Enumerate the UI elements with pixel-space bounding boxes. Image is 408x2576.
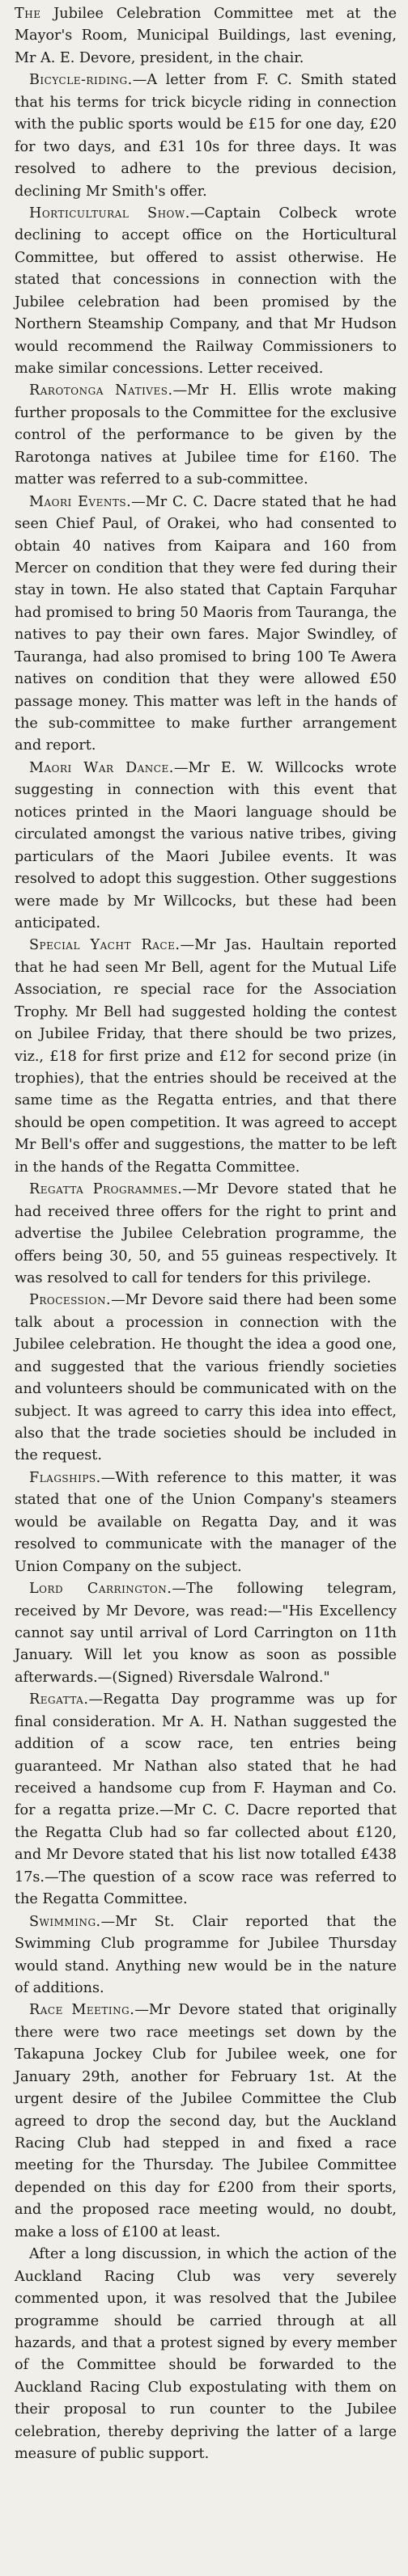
section-text: —Mr St. Clair reported that the Swimming Club programme for Jubilee Thursday would stand. Anything new would be in the nature of additions. bbox=[15, 1913, 397, 1996]
section-maori-events bbox=[15, 492, 397, 758]
section-horticultural-show bbox=[15, 203, 397, 381]
section-text: —Mr Devore stated that originally there were two race meetings set down by the Takapuna Jockey Club for Jubilee week, one for January 29th, another for February 1st. At the urgent desire of the Jubilee Committee the Club agreed to drop the second day, but the Auckland Racing Club had stepped in and fixed a race meeting for the Thursday. The Jubilee Committee depended on this day for £200 from their sports, and the proposed race meeting would, no doubt, make a loss of £100 at least. bbox=[15, 2002, 397, 2240]
section-heading: Maori War Dance. bbox=[29, 759, 174, 776]
section-rarotonga-natives bbox=[15, 380, 397, 491]
intro-paragraph bbox=[15, 3, 397, 70]
section-text: —Mr Jas. Haultain reported that he had seen Mr Bell, agent for the Mutual Life Association, re special race for the Association Trophy. Mr Bell had suggested holding the contest on Jubilee Friday, that there should be two prizes, viz., £18 for first prize and £12 for second prize (in trophies), that the entries should be received at the same time as the Regatta entries, and that there should be open competition. It was agreed to accept Mr Bell's offer and suggestions, the matter to be left in the hands of the Regatta Committee. bbox=[15, 937, 397, 1176]
section-heading: Bicycle-riding. bbox=[29, 72, 133, 89]
section-swimming bbox=[15, 1911, 397, 2000]
section-text: —Captain Colbeck wrote declining to accept office on the Horticultural Committee, but offered to assist otherwise. He stated that concessions in connection with the Jubilee celebration had been promised by the Northern Steamship Company, and that Mr Hudson would recommend the Railway Commissioners to make similar concessions. Letter received. bbox=[15, 205, 397, 377]
section-bicycle-riding bbox=[15, 70, 397, 203]
section-heading: Flagships. bbox=[29, 1469, 101, 1486]
section-text: —Mr H. Ellis wrote making further proposals to the Committee for the exclusive control of the performance to be given by the Rarotonga natives at Jubilee time for £160. The matter was referred to a sub-committee. bbox=[15, 382, 397, 488]
section-procession bbox=[15, 1290, 397, 1467]
section-text: —Mr Devore said there had been some talk about a procession in connection with the Jubilee celebration. He thought the idea a good one, and suggested that the various friendly societies and volunteers should be communicated with on the subject. It was agreed to carry this idea into effect, also that the trade societies should be included in the request. bbox=[15, 1292, 397, 1464]
intro-text: Jubilee Celebration Committee met at the Mayor's Room, Municipal Buildings, last evening, Mr A. E. Devore, president, in the chair. bbox=[15, 6, 397, 66]
section-maori-war-dance bbox=[15, 758, 397, 935]
section-special-yacht-race bbox=[15, 935, 397, 1179]
intro-lead-word: The bbox=[15, 6, 41, 22]
section-heading: Maori Events. bbox=[29, 493, 132, 510]
section-text: —With reference to this matter, it was stated that one of the Union Company's steamers would be available on Regatta Day, and it was resolved to communicate with the manager of the Union Company on the subject. bbox=[15, 1469, 397, 1575]
section-text: After a long discussion, in which the action of the Auckland Racing Club was very severely commented upon, it was resolved that the Jubilee programme should be carried through at all hazards, and that a protest signed by every member of the Committee should be forwarded to the Auckland Racing Club expostulating with them on their proposal to run counter to the Jubilee celebration, thereby depriving the latter of a large measure of public support. bbox=[15, 2246, 397, 2463]
section-text: —Mr Devore stated that he had received three offers for the right to print and advertise the Jubilee Celebration programme, the offers being 30, 50, and 55 guineas respectively. It was resolved to call for tenders for this privilege. bbox=[15, 1181, 397, 1286]
section-resolution bbox=[15, 2244, 397, 2465]
section-text: —Mr C. C. Dacre stated that he had seen Chief Paul, of Orakei, who had consented to obtain 40 natives from Kaipara and 160 from Mercer on condition that they were fed during their stay in town. He also stated that Captain Farquhar had promised to bring 50 Maoris from Tauranga, the natives to pay their own fares. Major Swindley, of Tauranga, had also promised to bring 100 Te Awera natives on condition that they were allowed £50 passage money. This matter was left in the hands of the sub-committee to make further arrangement and report. bbox=[15, 493, 397, 754]
section-heading: Rarotonga Natives. bbox=[29, 382, 173, 399]
section-lord-carrington bbox=[15, 1578, 397, 1689]
section-heading: Special Yacht Race. bbox=[29, 937, 181, 954]
section-heading: Procession. bbox=[29, 1292, 112, 1309]
section-heading: Lord Carrington. bbox=[29, 1581, 172, 1598]
section-text: —Regatta Day programme was up for final consideration. Mr A. H. Nathan suggested the addition of a scow race, ten entries being guaranteed. Mr Nathan also stated that he had received a handsome cup from F. Hayman and Co. for a regatta prize.—Mr C. C. Dacre reported that the Regatta Club had so far collected about £120, and Mr Devore stated that his list now totalled £438 17s.—The question of a scow race was referred to the Regatta Committee. bbox=[15, 1691, 397, 1908]
section-race-meeting bbox=[15, 2000, 397, 2244]
section-regatta bbox=[15, 1689, 397, 1911]
section-heading: Swimming. bbox=[29, 1913, 101, 1930]
section-regatta-programmes bbox=[15, 1179, 397, 1290]
section-text: —Mr E. W. Willcocks wrote suggesting in connection with this event that notices printed in the Maori language should be circulated amongst the various native tribes, giving particulars of the Maori Jubilee events. It was resolved to adopt this suggestion. Other suggestions were made by Mr Willcocks, but these had been anticipated. bbox=[15, 759, 397, 931]
section-text: —The following telegram, received by Mr Devore, was read:—"His Excellency cannot say until arrival of Lord Carrington on 11th January. Will let you know as soon as possible afterwards.—(Signed) Riversdale Walrond." bbox=[15, 1581, 397, 1686]
section-heading: Race Meeting. bbox=[29, 2002, 135, 2019]
section-text: —A letter from F. C. Smith stated that his terms for trick bicycle riding in connection with the public sports would be £15 for one day, £20 for two days, and £31 10s for three days. It was resolved to adhere to the previous decision, declining Mr Smith's offer. bbox=[15, 72, 397, 200]
section-flagships bbox=[15, 1467, 397, 1578]
section-heading: Regatta Programmes. bbox=[29, 1181, 183, 1198]
section-heading: Regatta. bbox=[29, 1691, 89, 1708]
section-heading: Horticultural Show. bbox=[29, 205, 190, 222]
